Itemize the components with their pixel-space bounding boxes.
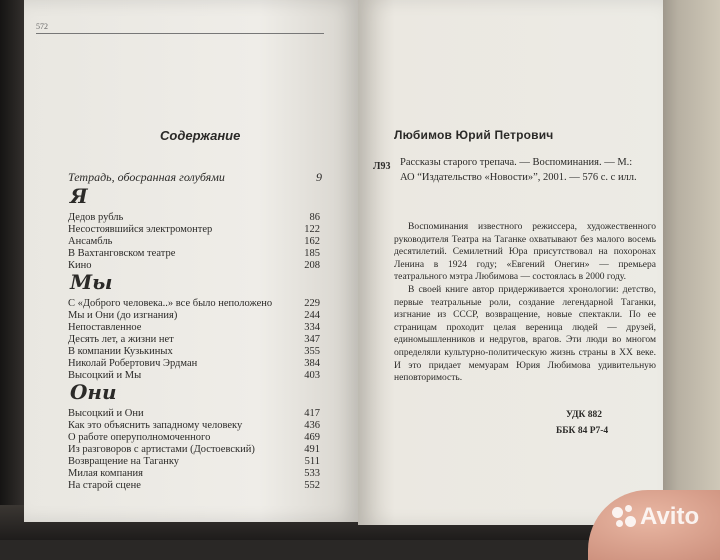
toc-row: [68, 346, 320, 358]
toc-entry-page: 208: [304, 260, 320, 271]
avito-watermark-text: Avito: [640, 503, 700, 530]
toc-row: [68, 480, 320, 492]
toc-row: [68, 408, 320, 420]
section-heading-my: Мы: [70, 270, 113, 294]
toc-row: [68, 468, 320, 480]
toc-row: [68, 420, 320, 432]
header-rule: [36, 33, 324, 34]
toc-title: Содержание: [160, 128, 241, 143]
toc-entry-title: В Вахтанговском театре: [68, 248, 176, 259]
toc-entry-title: На старой сцене: [68, 480, 141, 491]
toc-entry-page: 229: [304, 298, 320, 309]
toc-entry-title: Высоцкий и Они: [68, 408, 144, 419]
toc-row: [68, 358, 320, 370]
toc-row: [68, 224, 320, 236]
toc-entry-title: Десять лет, а жизни нет: [68, 334, 174, 345]
toc-entry-page: 185: [304, 248, 320, 259]
toc-entry-title: Возвращение на Таганку: [68, 456, 180, 467]
toc-entry-title: Ансамбль: [68, 236, 113, 247]
toc-row: [68, 444, 320, 456]
toc-entry-title: Непоставленное: [68, 322, 142, 333]
toc-notebook-page: 9: [316, 170, 322, 184]
section-heading-ya: Я: [70, 184, 88, 208]
description-paragraph: В своей книге автор придерживается хронологии: детство, первые театральные роли, создание легендарной Таганки, изгнание из СССР, возвращение, новые спектакли. По ее страницам проходит целая вереница людей — друзей, единомышленников и недругов, врагов. Эти люди во многом определяли культурно-политическую жизнь страны в XX веке. И это придает мемуарам Юрия Любимова удивительную неповторимость.: [394, 284, 656, 384]
toc-entry-page: 384: [304, 358, 320, 369]
toc-notebook-entry: [68, 170, 322, 185]
toc-entry-page: 469: [304, 432, 320, 443]
toc-entry-title: Николай Робертович Эрдман: [68, 358, 198, 369]
toc-entry-title: Из разговоров с артистами (Достоевский): [68, 444, 255, 455]
avito-logo-icon: [612, 505, 636, 529]
toc-row: [68, 248, 320, 260]
toc-entry-title: Несостоявшийся электромонтер: [68, 224, 213, 235]
toc-entry-title: Как это объяснить западному человеку: [68, 420, 243, 431]
avito-watermark: [612, 503, 699, 531]
toc-entry-title: Кино: [68, 260, 92, 271]
toc-entry-page: 403: [304, 370, 320, 381]
udk-code: УДК 882: [566, 410, 603, 420]
toc-row: [68, 456, 320, 468]
toc-row: [68, 310, 320, 322]
toc-entry-title: Высоцкий и Мы: [68, 370, 142, 381]
toc-row: [68, 432, 320, 444]
toc-row: [68, 298, 320, 310]
toc-entry-page: 436: [304, 420, 320, 431]
toc-entry-page: 552: [304, 480, 320, 491]
toc-entry-title: Мы и Они (до изгнания): [68, 310, 178, 321]
toc-entry-page: 244: [304, 310, 320, 321]
bbk-code: ББК 84 Р7-4: [556, 426, 609, 436]
toc-row: [68, 236, 320, 248]
author-name: Любимов Юрий Петрович: [394, 128, 554, 142]
toc-entry-page: 122: [304, 224, 320, 235]
book-description: [394, 221, 656, 385]
publication-info: Рассказы старого трепача. — Воспоминания. — М.: АО “Издательство «Новости»”, 2001. — 576 с. с илл.: [400, 157, 637, 183]
toc-entry-page: 162: [304, 236, 320, 247]
toc-entry-page: 86: [309, 212, 320, 223]
toc-row: [68, 322, 320, 334]
page-number: 572: [36, 22, 48, 31]
toc-entry-page: 355: [304, 346, 320, 357]
toc-entry-title: О работе оперуполномоченного: [68, 432, 211, 443]
toc-entry-title: С «Доброго человека..» все было неположено: [68, 298, 273, 309]
toc-entry-title: В компании Кузькиных: [68, 346, 173, 357]
section-heading-oni: Они: [70, 380, 117, 404]
toc-entry-page: 511: [304, 456, 320, 467]
toc-entry-page: 533: [304, 468, 320, 479]
toc-row: [68, 334, 320, 346]
toc-entry-page: 347: [304, 334, 320, 345]
description-paragraph: Воспоминания известного режиссера, художественного руководителя Театра на Таганке охватывают без малого восемь десятилетий. Семилетний Юра присутствовал на похоронах Ленина в 1924 году; «Евгений Онегин» — премьера театрального мэтра Любимова — состоялась в 2000 году.: [394, 222, 656, 283]
toc-row: [68, 212, 320, 224]
toc-entry-page: 491: [304, 444, 320, 455]
toc-notebook-title: Тетрадь, обосранная голубями: [68, 170, 225, 184]
toc-entry-title: Милая компания: [68, 468, 143, 479]
catalog-code: Л93: [373, 161, 391, 172]
toc-entry-page: 417: [304, 408, 320, 419]
toc-entry-title: Дедов рубль: [68, 212, 124, 223]
toc-entry-page: 334: [304, 322, 320, 333]
